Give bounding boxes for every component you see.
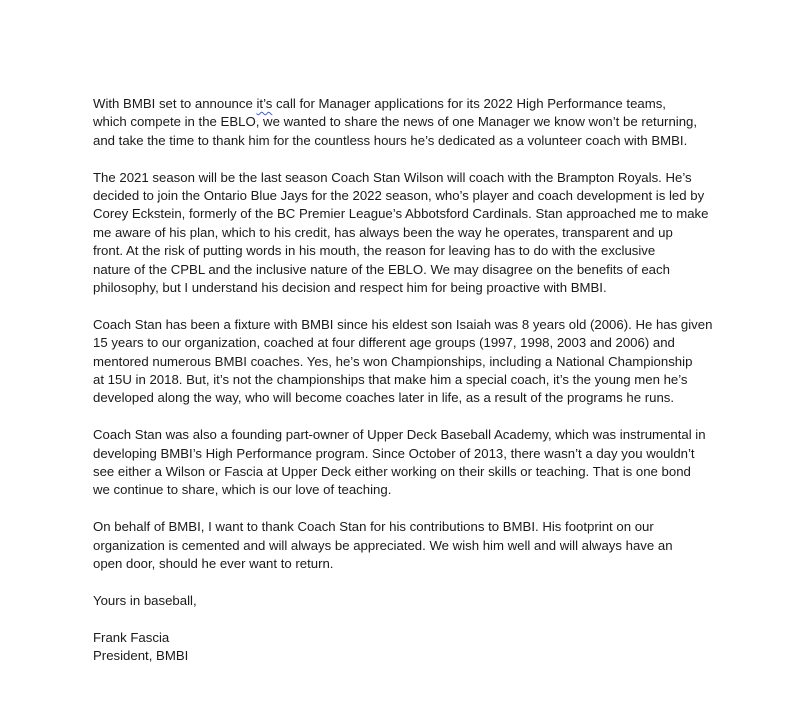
spellcheck-flagged-word: it’s (256, 96, 273, 111)
paragraph-fixture: Coach Stan has been a fixture with BMBI since his eldest son Isaiah was 8 years old (2006). He has given 15 years to our organization, coached at four different age groups (1997, 1998, 2003 and 2006) and mentored numerous BMBI coaches. Yes, he’s won Championships, including a National Championship at 15U in 2018. But, it’s not the championships that make him a special coach, it’s the young men he’s developed along the way, who will become coaches later in life, as a result of the programs he runs. (93, 316, 713, 406)
paragraph-announcement (93, 95, 733, 150)
paragraph-thanks: On behalf of BMBI, I want to thank Coach Stan for his contributions to BMBI. His footprint on our organization is cemented and will always be appreciated. We wish him well and will always have an open door, should he ever want to return. (93, 519, 673, 572)
signature-block (93, 629, 733, 666)
signer-title: President, BMBI (93, 648, 189, 664)
paragraph-upper-deck: Coach Stan was also a founding part-owner of Upper Deck Baseball Academy, which was instrumental in developing BMBI’s High Performance program. Since October of 2013, there wasn’t a day you wouldn’t see either a Wilson or Fascia at Upper Deck either working on their skills or teaching. That is one bond we continue to share, which is our love of teaching. (93, 427, 706, 498)
signer-name: Frank Fascia (93, 629, 170, 645)
paragraph-announcement-rest: call for Manager applications for its 2022 High Performance teams, which compete in the EBLO, we wanted to share the news of one Manager we know won’t be returning, and take the time to thank him for the countless hours he’s dedicated as a volunteer coach with BMBI. (93, 96, 698, 148)
paragraph-announcement-start: With BMBI set to announce (93, 96, 257, 111)
paragraph-last-season: The 2021 season will be the last season Coach Stan Wilson will coach with the Brampton Royals. He’s decided to join the Ontario Blue Jays for the 2022 season, who’s player and coach development is led by Corey Eckstein, formerly of the BC Premier League’s Abbotsford Cardinals. Stan approached me to make me aware of his plan, which to his credit, has always been the way he operates, transparent and up front. At the risk of putting words in his mouth, the reason for leaving has to do with the exclusive nature of the CPBL and the inclusive nature of the EBLO. We may disagree on the benefits of each philosophy, but I understand his decision and respect him for being proactive with BMBI. (93, 169, 709, 296)
letter-body (93, 95, 733, 666)
closing-line: Yours in baseball, (93, 592, 197, 608)
